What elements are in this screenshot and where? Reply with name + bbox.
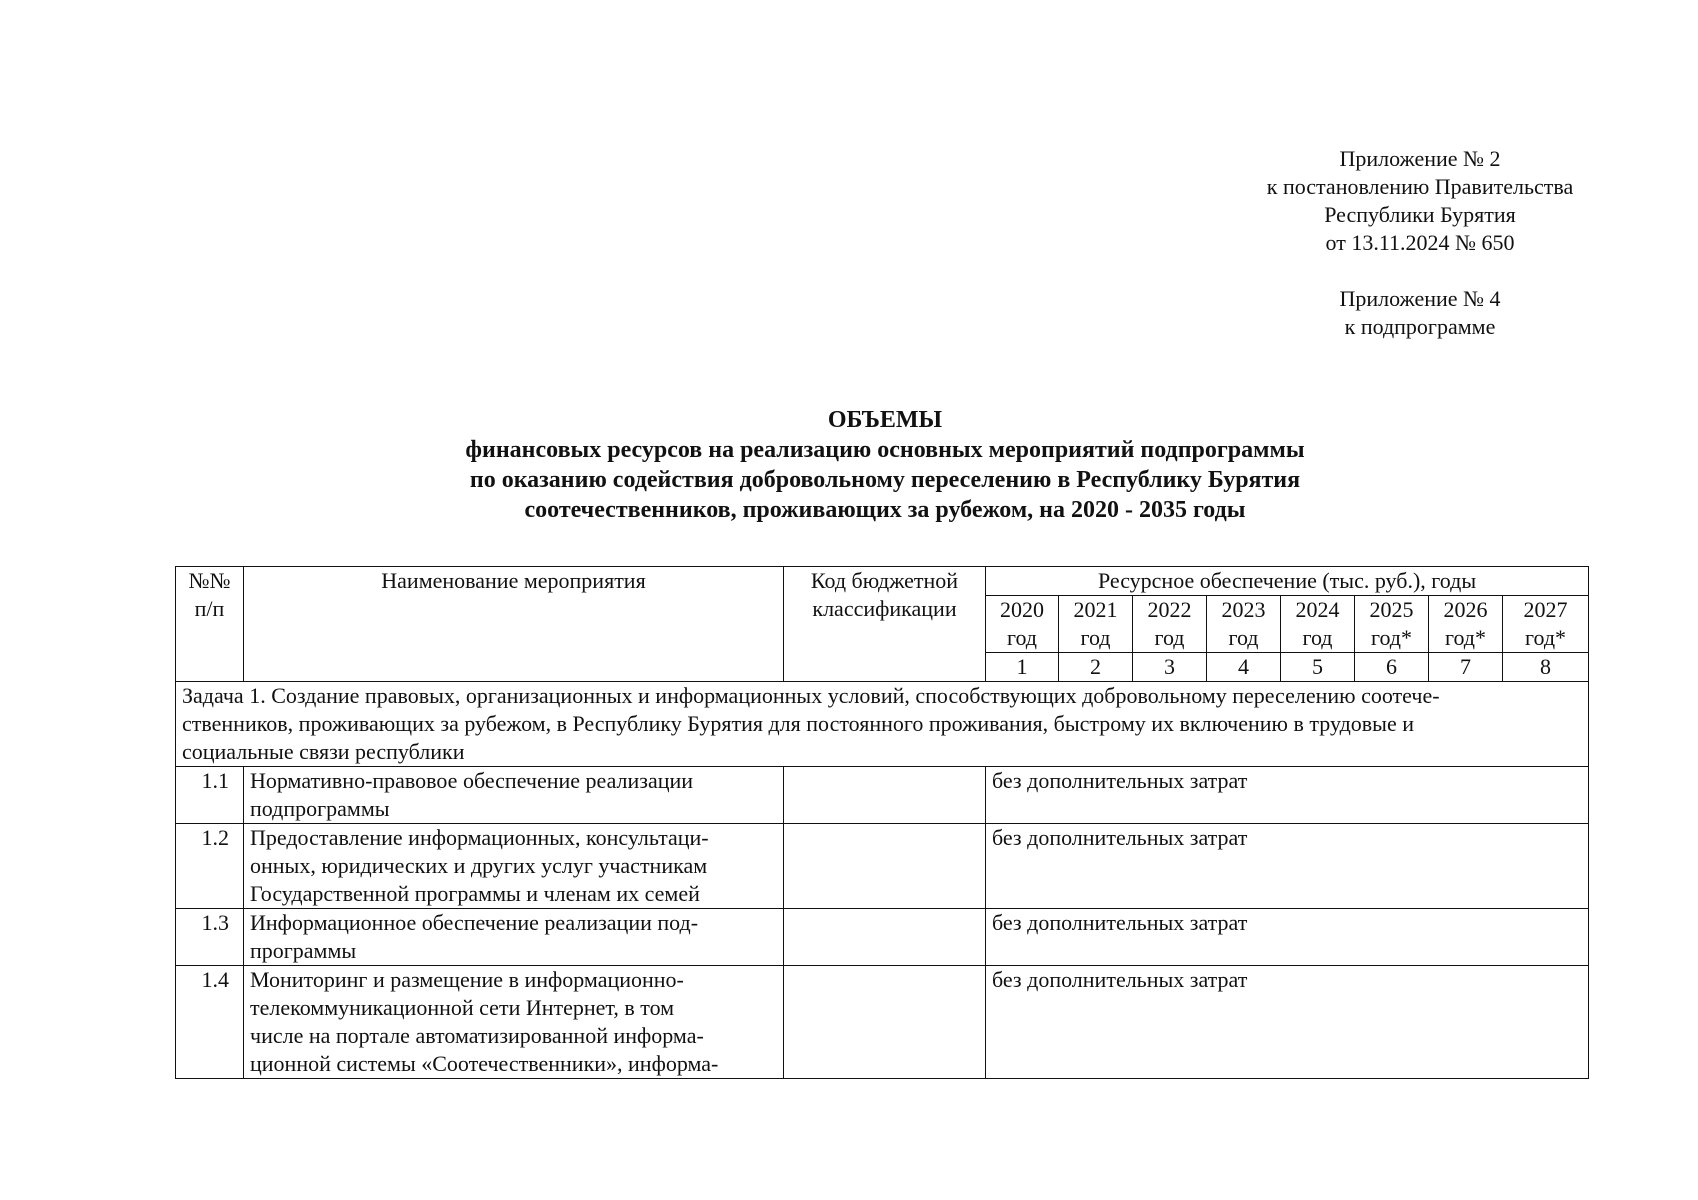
table-row xyxy=(176,824,1589,909)
year-value: 2026 xyxy=(1443,597,1488,622)
year-value: 2024 xyxy=(1295,597,1340,622)
row-number: 1.3 xyxy=(176,909,244,966)
header-name-cell: Наименование мероприятия xyxy=(244,567,784,682)
row-code xyxy=(784,767,986,824)
year-value: 2027 xyxy=(1523,597,1568,622)
row-name-line: Информационное обеспечение реализации под- xyxy=(250,910,699,935)
document-title xyxy=(175,405,1595,525)
year-label: год* xyxy=(1444,625,1487,650)
year-value: 2025 xyxy=(1369,597,1414,622)
year-cell xyxy=(1207,596,1281,653)
row-name-line: телекоммуникационной сети Интернет, в том xyxy=(250,995,675,1020)
year-label: год xyxy=(1228,625,1259,650)
column-number: 1 xyxy=(986,653,1059,682)
header-resources-cell: Ресурсное обеспечение (тыс. руб.), годы xyxy=(986,567,1589,596)
row-name xyxy=(244,767,784,824)
appendix-2-line: Приложение № 2 xyxy=(1339,146,1501,171)
row-code xyxy=(784,966,986,1079)
column-number: 3 xyxy=(1133,653,1207,682)
appendix-4-line: к подпрограмме xyxy=(1344,314,1496,339)
task-line: Задача 1. Создание правовых, организационных и информационных условий, способствующих добровольному переселению соотече- xyxy=(182,683,1440,708)
appendix-2-block xyxy=(1200,145,1640,257)
table-header-row xyxy=(176,567,1589,596)
column-number: 4 xyxy=(1207,653,1281,682)
row-name-line: программы xyxy=(250,938,357,963)
year-label: год* xyxy=(1370,625,1413,650)
row-name-line: онных, юридических и других услуг участникам xyxy=(250,853,708,878)
title-line: финансовых ресурсов на реализацию основных мероприятий подпрограммы xyxy=(465,437,1305,463)
year-label: год xyxy=(1006,625,1038,650)
title-line: по оказанию содействия добровольному переселению в Республику Бурятия xyxy=(469,467,1301,493)
row-name-line: Предоставление информационных, консультаци- xyxy=(250,825,709,850)
row-name-line: числе на портале автоматизированной информа- xyxy=(250,1023,704,1048)
table-row xyxy=(176,909,1589,966)
year-label: год xyxy=(1302,625,1333,650)
row-number: 1.2 xyxy=(176,824,244,909)
year-cell xyxy=(1059,596,1133,653)
appendix-4-block xyxy=(1200,285,1640,341)
row-resources: без дополнительных затрат xyxy=(986,966,1589,1079)
row-code xyxy=(784,909,986,966)
header-number-line: №№ xyxy=(188,568,231,593)
task-line: социальные связи республики xyxy=(182,739,465,764)
row-resources: без дополнительных затрат xyxy=(986,909,1589,966)
resources-table xyxy=(175,566,1589,1079)
row-code xyxy=(784,824,986,909)
row-name-line: Государственной программы и членам их семей xyxy=(250,881,700,906)
row-name-line: подпрограммы xyxy=(250,796,390,821)
column-number: 7 xyxy=(1429,653,1503,682)
header-code-line: Код бюджетной xyxy=(810,568,959,593)
column-number: 2 xyxy=(1059,653,1133,682)
year-cell xyxy=(1281,596,1355,653)
year-cell xyxy=(1429,596,1503,653)
task-row xyxy=(176,682,1589,767)
row-number: 1.1 xyxy=(176,767,244,824)
task-line: ственников, проживающих за рубежом, в Республику Бурятия для постоянного проживания, быстрому их включению в трудовые и xyxy=(182,711,1414,736)
header-number-cell xyxy=(176,567,244,682)
year-label: год xyxy=(1154,625,1185,650)
year-cell xyxy=(1503,596,1589,653)
year-cell xyxy=(1355,596,1429,653)
header-number-line: п/п xyxy=(194,596,225,621)
row-name xyxy=(244,966,784,1079)
appendix-2-line: Республики Бурятия xyxy=(1324,202,1516,227)
row-resources: без дополнительных затрат xyxy=(986,767,1589,824)
row-name-line: Мониторинг и размещение в информационно- xyxy=(250,967,684,992)
title-line: ОБЪЕМЫ xyxy=(827,407,943,433)
header-code-cell xyxy=(784,567,986,682)
appendix-2-line: от 13.11.2024 № 650 xyxy=(1325,230,1515,255)
title-line: соотечественников, проживающих за рубежом, на 2020 - 2035 годы xyxy=(524,497,1246,523)
year-value: 2023 xyxy=(1221,597,1266,622)
column-number: 5 xyxy=(1281,653,1355,682)
year-value: 2021 xyxy=(1073,597,1118,622)
year-label: год xyxy=(1080,625,1111,650)
row-number: 1.4 xyxy=(176,966,244,1079)
row-name xyxy=(244,909,784,966)
header-code-line: классификации xyxy=(812,596,957,621)
row-name-line: Нормативно-правовое обеспечение реализации xyxy=(250,768,694,793)
year-cell xyxy=(1133,596,1207,653)
column-number: 6 xyxy=(1355,653,1429,682)
appendix-4-line: Приложение № 4 xyxy=(1339,286,1501,311)
appendix-2-line: к постановлению Правительства xyxy=(1266,174,1574,199)
year-value: 2020 xyxy=(1000,597,1044,622)
year-cell xyxy=(986,596,1059,653)
row-name xyxy=(244,824,784,909)
column-number: 8 xyxy=(1503,653,1589,682)
row-name-line: ционной системы «Соотечественники», информа- xyxy=(250,1051,719,1076)
table-row xyxy=(176,767,1589,824)
year-label: год* xyxy=(1525,625,1567,650)
row-resources: без дополнительных затрат xyxy=(986,824,1589,909)
task-1-cell xyxy=(176,682,1589,767)
year-value: 2022 xyxy=(1147,597,1192,622)
table-row xyxy=(176,966,1589,1079)
